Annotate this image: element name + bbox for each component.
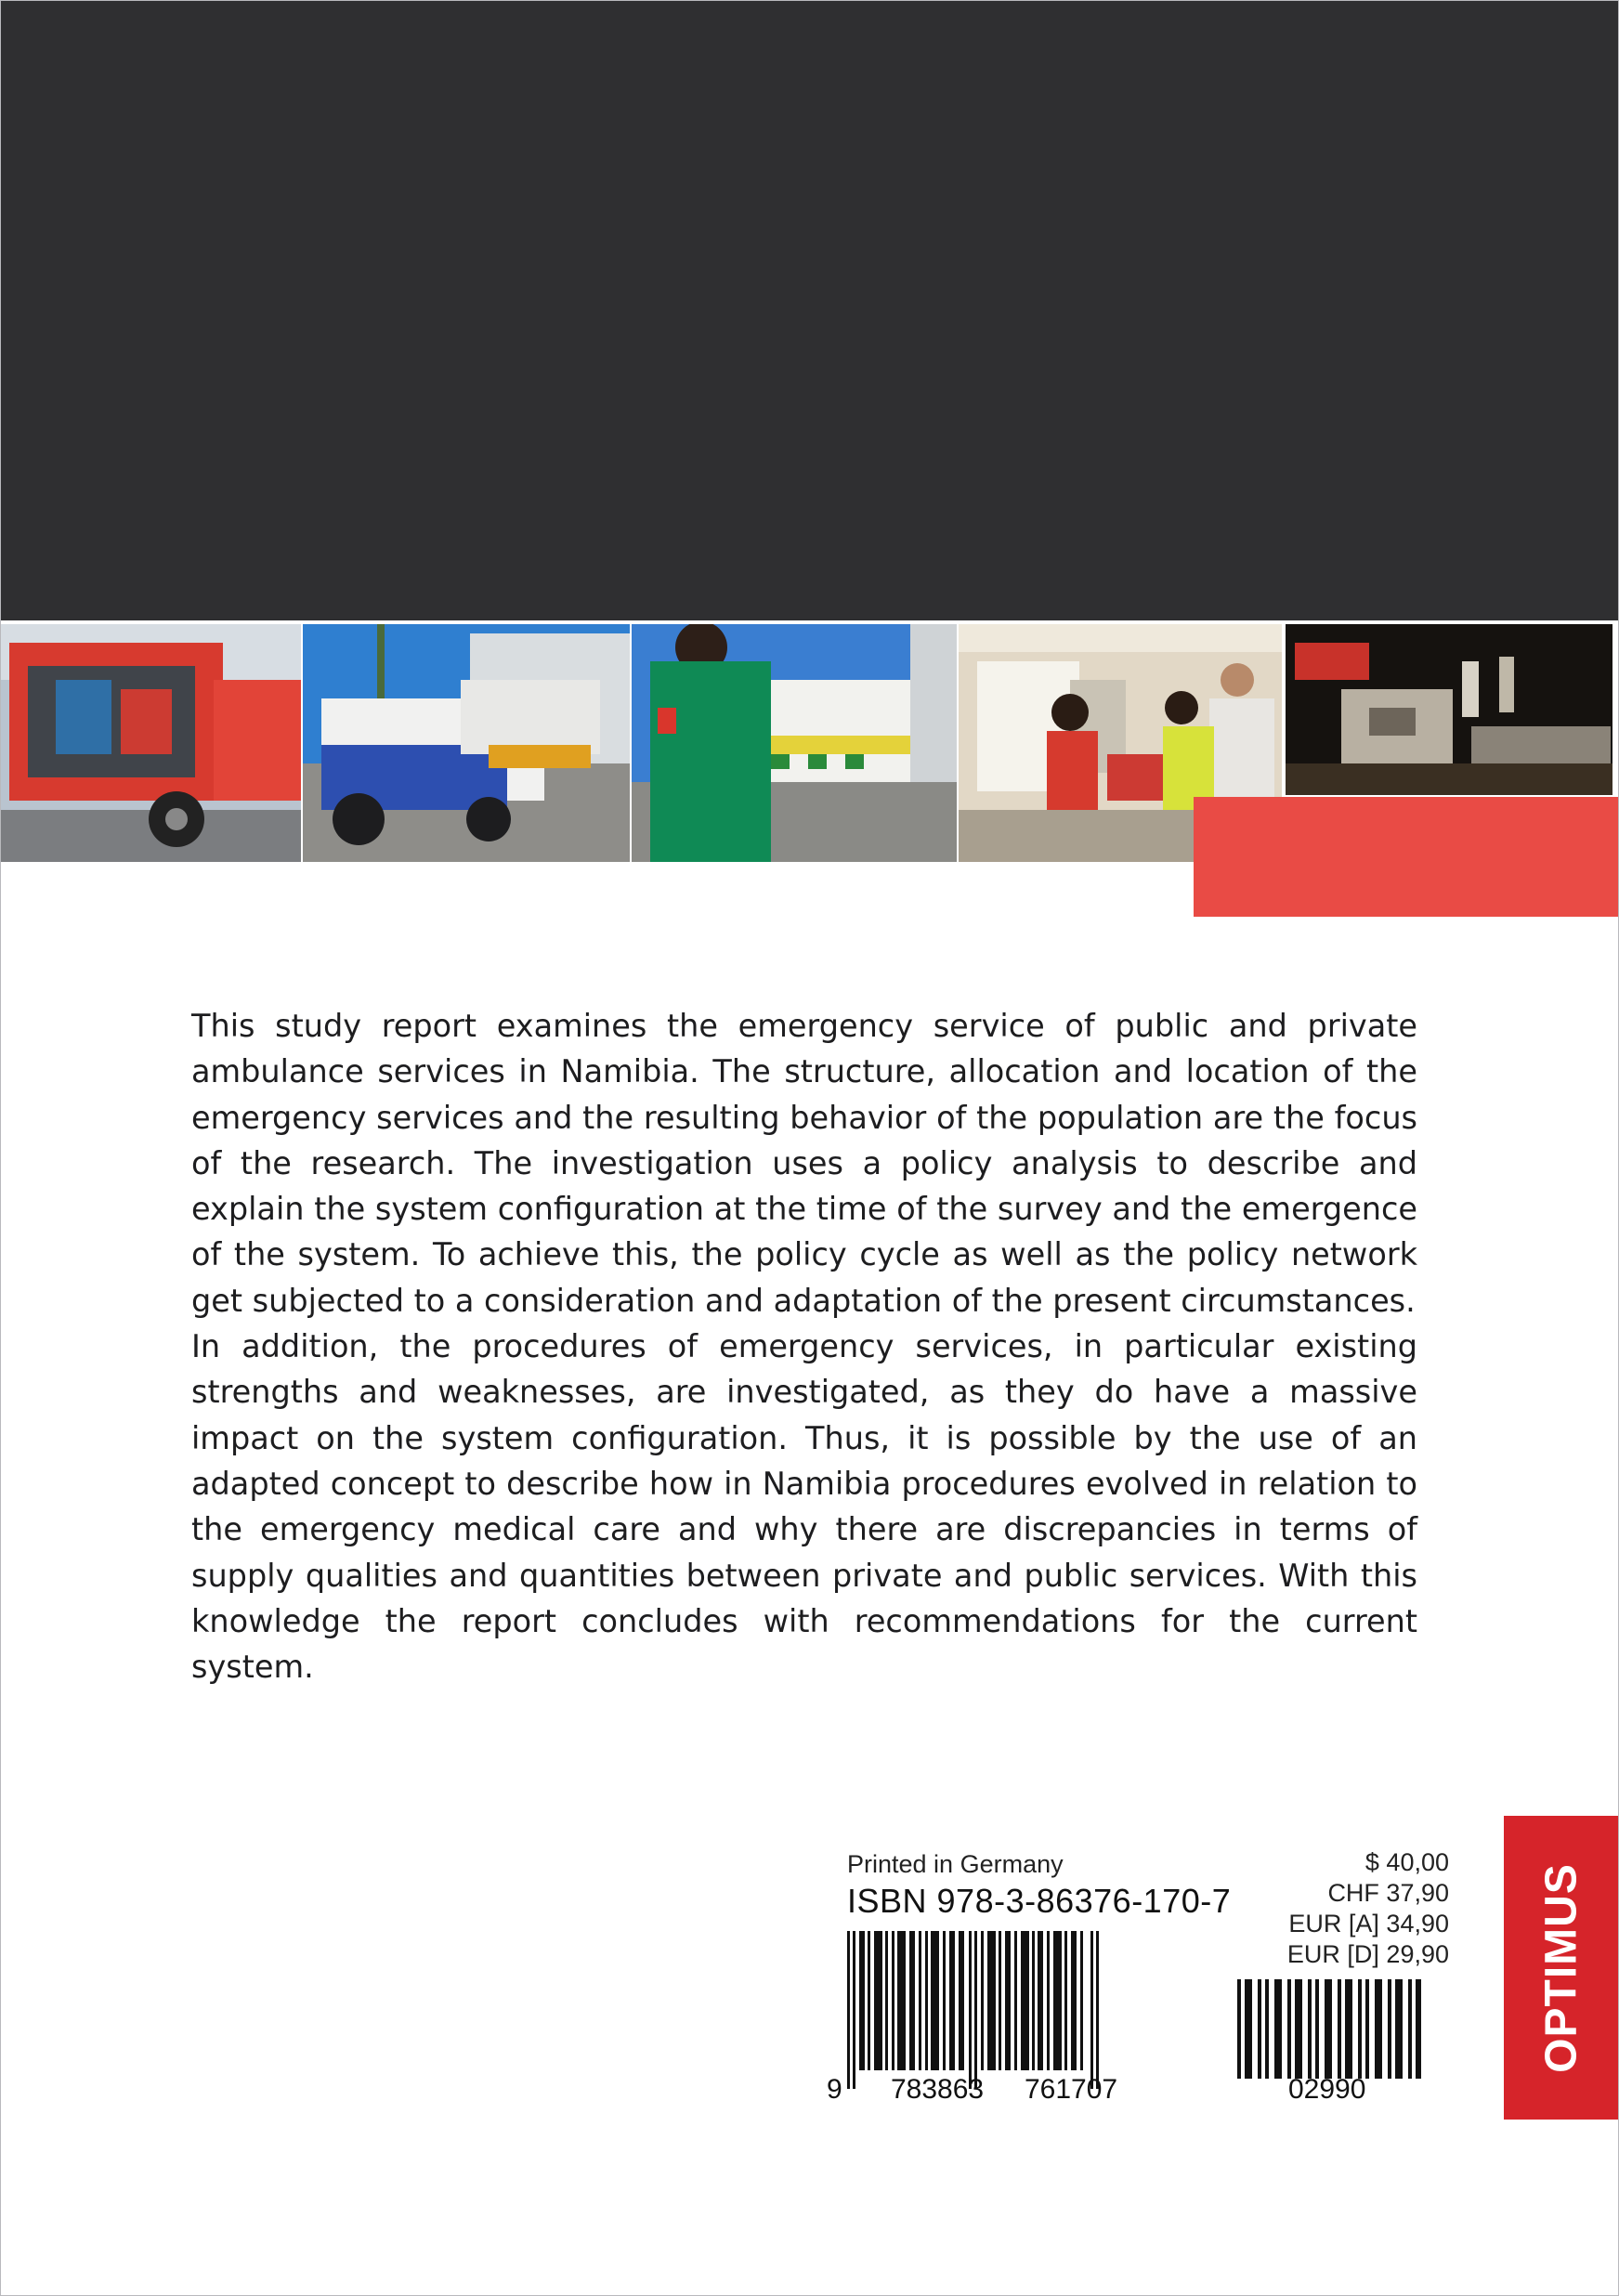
cover-top-band [0, 0, 1619, 620]
publisher-logo [1504, 1816, 1619, 2120]
printed-in-label: Printed in Germany [847, 1850, 1064, 1878]
price-usd: $ 40,00 [1364, 1848, 1449, 1876]
description-paragraph: In addition, the procedures of emergency services, in particular existing strengths and weaknesses, are investigated, as they do have a massive impact on the system configuration. Thus, it is possible by the use of an adapted concept to describe how in Namibia procedures evolved in relation to the emergency medical care and why there are discrepancies in terms of supply qualities and quantities between private and public services. With this knowledge the report concludes with recommendations for the current system. [191, 1328, 1417, 1686]
price-chf: CHF 37,90 [1327, 1879, 1449, 1907]
rescue-pickup-truck-photo [303, 624, 630, 862]
publisher-name: OPTIMUS [1536, 1862, 1586, 2073]
price-eur-d: EUR [D] 29,90 [1286, 1940, 1449, 1968]
barcode-digits-right: 761707 [1025, 2074, 1118, 2105]
ean-barcode [847, 1931, 1100, 2089]
isbn-label: ISBN 978-3-86376-170-7 [847, 1882, 1232, 1920]
barcode-digits-left: 783863 [891, 2074, 985, 2105]
paramedic-and-ambulance-photo [632, 624, 957, 862]
barcode-block [817, 1844, 1449, 2122]
price-list [1287, 1847, 1449, 1970]
price-eur-a: EUR [A] 34,90 [1288, 1910, 1449, 1937]
price-addon-barcode [1237, 1979, 1423, 2079]
red-accent-tab [1194, 797, 1619, 917]
description-paragraph: This study report examines the emergency service of public and private ambulance services in Namibia. The structure, allocation and location of the emergency services and the resulting behavior of the population are the focus of the research. The investigation uses a policy analysis to describe and explain the system configuration at the time of the survey and the emergence of the system. To achieve this, the policy cycle as well as the policy network get subjected to a consideration and adaptation of the present circumstances. [191, 1008, 1417, 1319]
fire-rescue-trailer-photo [0, 624, 301, 862]
barcode-digits-addon: 02990 [1288, 2074, 1366, 2105]
barcode-digit-lead: 9 [827, 2074, 842, 2105]
night-accident-scene-photo [1286, 624, 1612, 795]
book-description [191, 1003, 1417, 1689]
